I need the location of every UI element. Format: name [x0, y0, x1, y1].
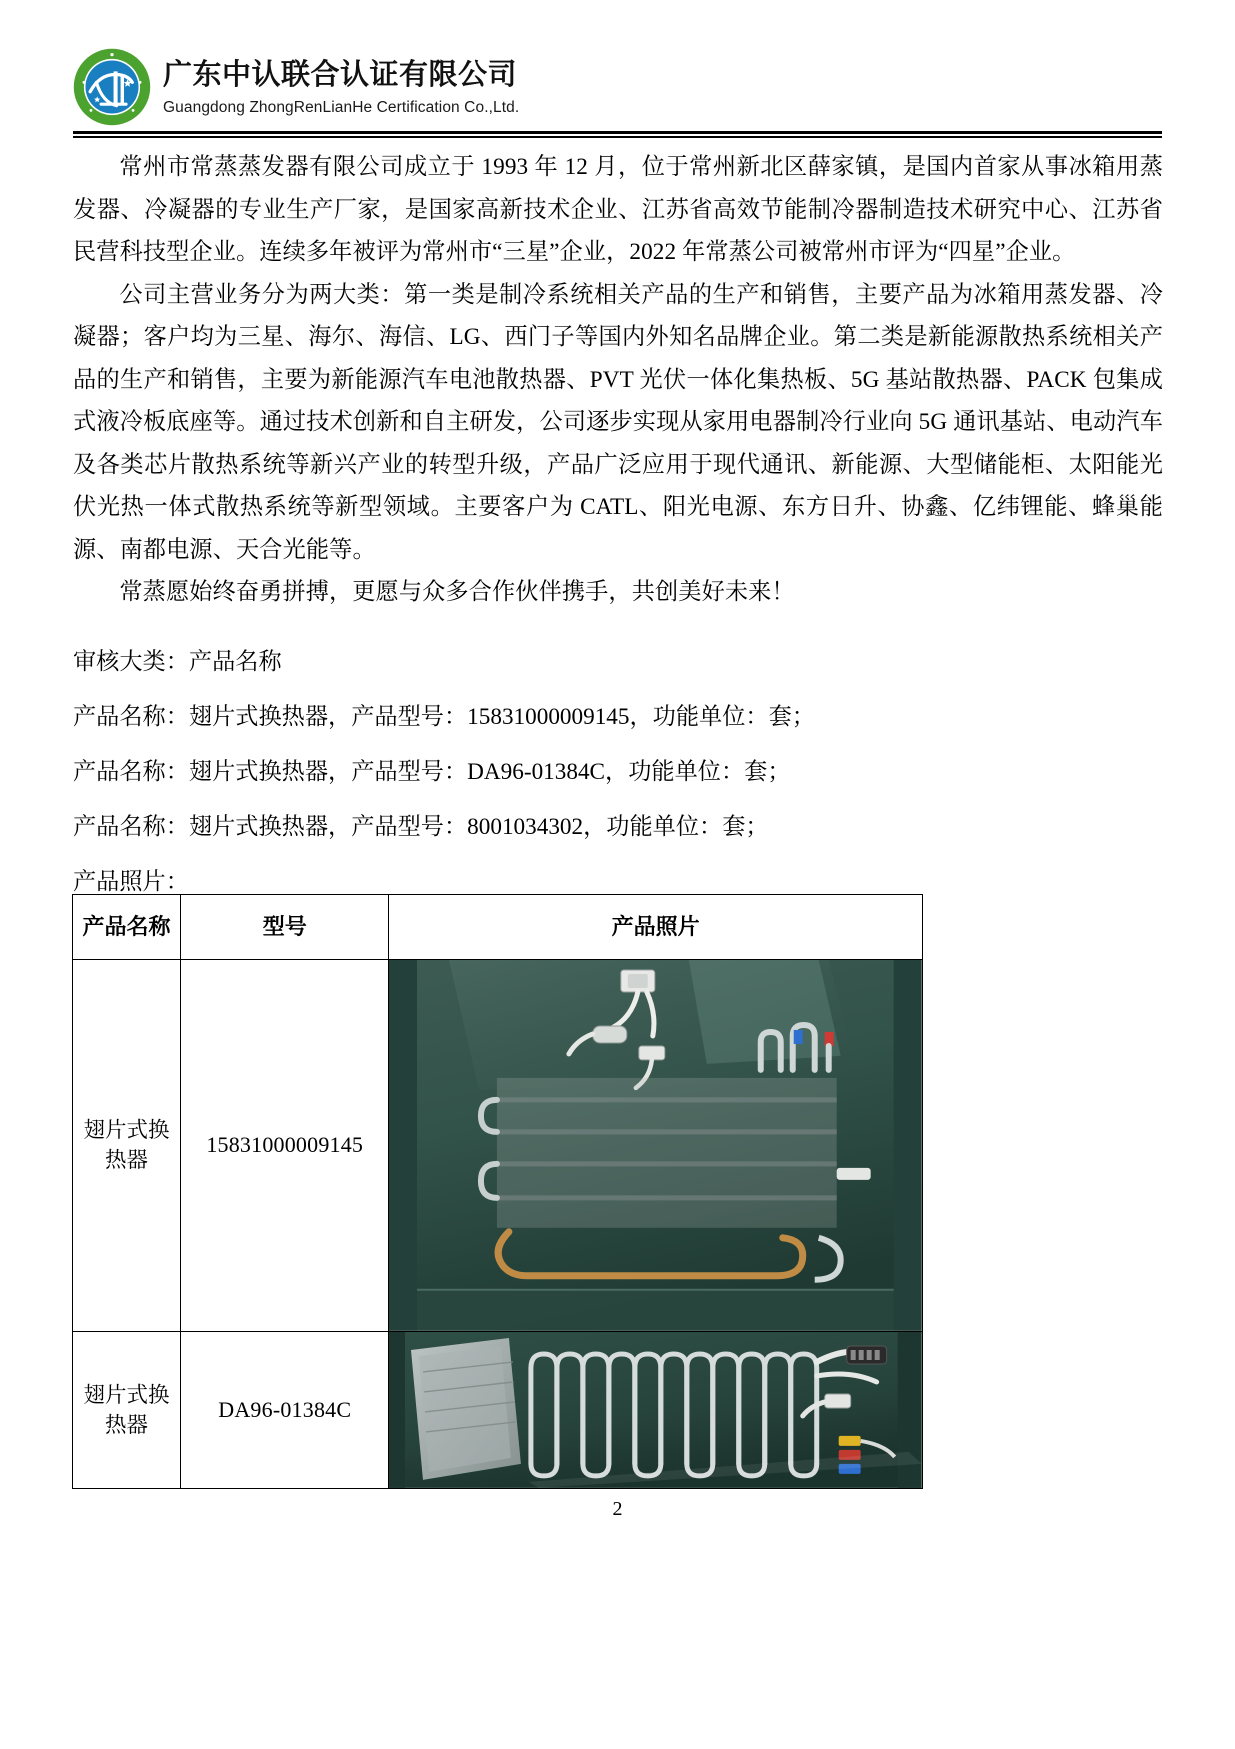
- company-name-cn: 广东中认联合认证有限公司: [163, 59, 518, 92]
- audit-category-line: 审核大类：产品名称: [73, 648, 282, 675]
- product-line-3: 产品名称：翅片式换热器，产品型号：8001034302，功能单位：套；: [73, 813, 769, 840]
- finned-heat-exchanger-photo-2: [389, 1332, 922, 1488]
- finned-heat-exchanger-photo-1: [389, 960, 922, 1331]
- list-spacer-1: [73, 683, 1163, 697]
- header-divider: [73, 131, 1162, 138]
- paragraph-closing: 常蒸愿始终奋勇拼搏，更愿与众多合作伙伴携手，共创美好未来！: [119, 579, 795, 605]
- table-row: [73, 960, 923, 1332]
- cell-product-name-2: 翅片式换热器: [73, 1331, 181, 1488]
- cell-product-photo-1: [389, 960, 923, 1332]
- table-header-row: [73, 895, 923, 960]
- paragraph-company-intro: 常州市常蒸蒸发器有限公司成立于 1993 年 12 月，位于常州新北区薛家镇，是国内首家从事冰箱用蒸发器、冷凝器的专业生产厂家，是国家高新技术企业、江苏省高效节能制冷器制造技术研究中心、江苏省民营科技型企业。连续多年被评为常州市“三星”企业，2022 年常蒸公司被常州市评为“四星”企业。: [73, 154, 1163, 265]
- company-name-en: Guangdong ZhongRenLianHe Certification Co.,Ltd.: [163, 98, 520, 116]
- product-photo-label: 产品照片：: [73, 868, 189, 895]
- header-cell-name: 产品名称: [73, 895, 181, 960]
- body-spacer: [73, 614, 1163, 642]
- zhongrenlianhe-logo-icon: [73, 48, 151, 126]
- page-number: 2: [612, 1498, 623, 1520]
- product-line-2: 产品名称：翅片式换热器，产品型号：DA96-01384C，功能单位：套；: [73, 758, 791, 785]
- product-line-1: 产品名称：翅片式换热器，产品型号：15831000009145，功能单位：套；: [73, 703, 815, 730]
- list-spacer-4: [73, 848, 1163, 862]
- cell-product-photo-2: [389, 1331, 923, 1488]
- divider-thin-line: [73, 136, 1162, 138]
- header-cell-model: 型号: [181, 895, 389, 960]
- cell-product-model-1: 15831000009145: [181, 960, 389, 1332]
- paragraph-business-scope: 公司主营业务分为两大类：第一类是制冷系统相关产品的生产和销售，主要产品为冰箱用蒸发器、冷凝器；客户均为三星、海尔、海信、LG、西门子等国内外知名品牌企业。第二类是新能源散热系统相关产品的生产和销售，主要为新能源汽车电池散热器、PVT 光伏一体化集热板、5G 基站散热器、PACK 包集成式液冷板底座等。通过技术创新和自主研发，公司逐步实现从家用电器制冷行业向 5G 通讯基站、电动汽车及各类芯片散热系统等新兴产业的转型升级，产品广泛应用于现代通讯、新能源、大型储能柜、太阳能光伏光热一体式散热系统等新型领域。主要客户为 CATL、阳光电源、东方日升、协鑫、亿纬锂能、蜂巢能源、南都电源、天合光能等。: [73, 281, 1163, 563]
- list-spacer-3: [73, 793, 1163, 807]
- product-photo-table: [72, 894, 923, 1489]
- list-spacer-2: [73, 738, 1163, 752]
- cell-product-model-2: DA96-01384C: [181, 1331, 389, 1488]
- table-row: [73, 1331, 923, 1488]
- header-cell-photo: 产品照片: [389, 895, 923, 960]
- document-header: [73, 38, 1163, 136]
- header-text-block: [163, 57, 519, 116]
- document-body: [73, 146, 1163, 903]
- cell-product-name-1: 翅片式换热器: [73, 960, 181, 1332]
